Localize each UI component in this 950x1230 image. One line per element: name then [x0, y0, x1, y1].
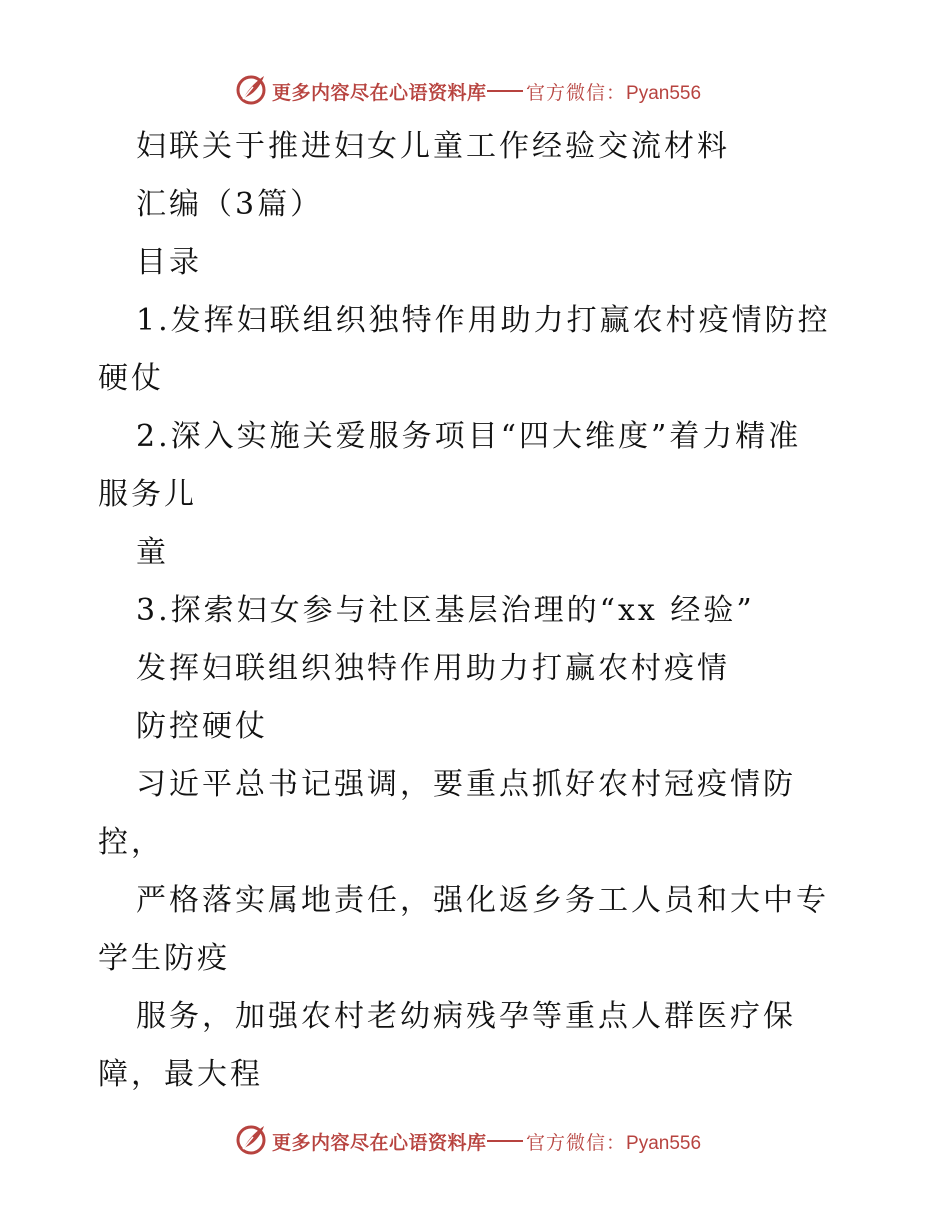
text-line: 严格落实属地责任，强化返乡务工人员和大中专 [136, 883, 829, 918]
text-line: 服务儿 [98, 477, 197, 512]
feather-pen-logo-icon [234, 1122, 268, 1156]
separator-dash [487, 1140, 523, 1142]
footer-banner [0, 1120, 950, 1160]
wechat-id: Pyan556 [626, 1133, 702, 1154]
wechat-label: 官方微信： [526, 1132, 627, 1154]
wechat-contact [526, 78, 701, 105]
text-line: 汇编（3篇） [136, 187, 324, 222]
document-body [98, 118, 858, 1104]
text-line: 控， [98, 825, 164, 860]
text-line: 障，最大程 [98, 1057, 263, 1092]
wechat-id: Pyan556 [626, 83, 702, 104]
text-line: 童 [136, 535, 169, 570]
separator-dash [487, 90, 523, 92]
text-line: 2.深入实施关爱服务项目“四大维度”着力精准 [136, 419, 802, 454]
text-line: 硬仗 [98, 361, 164, 396]
promo-text: 更多内容尽在心语资料库 [272, 1132, 487, 1154]
header-banner [0, 70, 950, 110]
wechat-contact [526, 1128, 701, 1155]
text-line: 防控硬仗 [136, 709, 268, 744]
promo-text: 更多内容尽在心语资料库 [272, 82, 487, 104]
text-line: 发挥妇联组织独特作用助力打赢农村疫情 [136, 651, 730, 686]
text-line: 服务，加强农村老幼病残孕等重点人群医疗保 [136, 999, 796, 1034]
text-line: 目录 [136, 245, 202, 280]
text-line: 妇联关于推进妇女儿童工作经验交流材料 [136, 129, 730, 164]
feather-pen-logo-icon [234, 72, 268, 106]
text-line: 习近平总书记强调，要重点抓好农村冠疫情防 [136, 767, 796, 802]
wechat-label: 官方微信： [526, 82, 627, 104]
text-line: 1.发挥妇联组织独特作用助力打赢农村疫情防控 [136, 303, 831, 338]
text-line: 3.探索妇女参与社区基层治理的“xx 经验” [136, 593, 755, 628]
text-line: 学生防疫 [98, 941, 230, 976]
